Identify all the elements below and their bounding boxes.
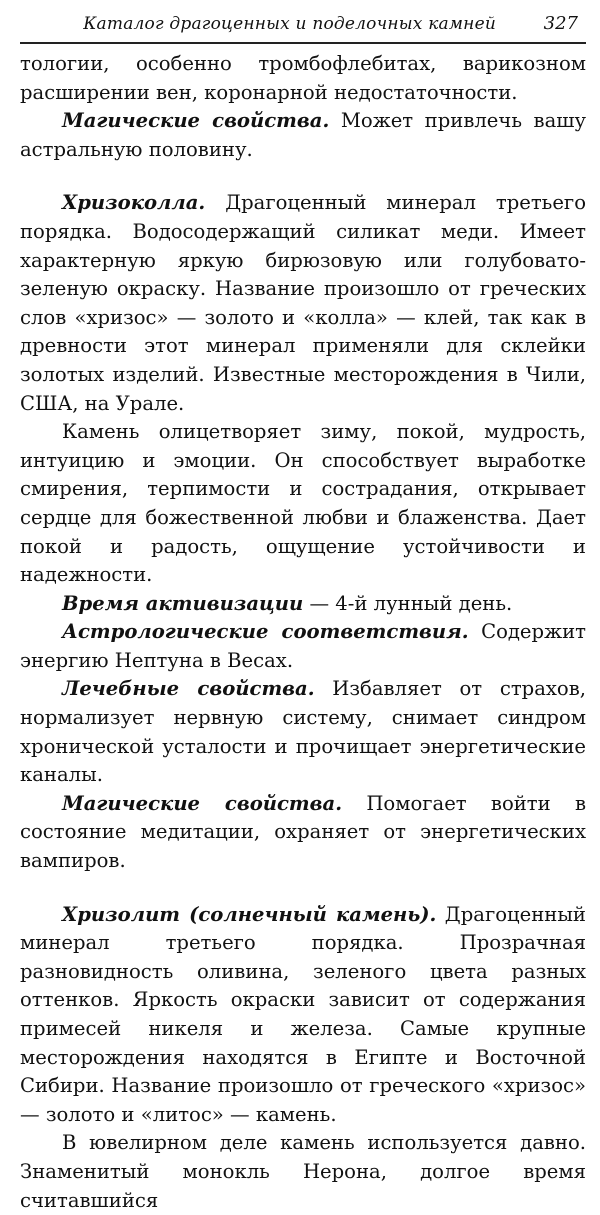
- section-gap: [20, 164, 586, 189]
- term-label: Время активизации: [62, 591, 304, 615]
- entry-chrysocolla: [20, 189, 586, 418]
- paragraph-magic-properties: [20, 107, 586, 164]
- paragraph-activation: [20, 590, 586, 619]
- term-text: Помогает войти в состояние медитации, охраняет от энергетических вампиров.: [20, 791, 586, 873]
- paragraph-magic: [20, 790, 586, 876]
- paragraph-healing: [20, 675, 586, 789]
- term-text: — 4-й лунный день.: [303, 591, 513, 615]
- page-number: 327: [543, 13, 578, 34]
- term-text: Избавляет от страхов, нормализует нервную систему, снимает синдром хронической усталости и прочищает энергетические каналы.: [20, 677, 586, 787]
- entry-chrysolite: [20, 901, 586, 1130]
- running-title: Каталог драгоценных и поделочных камней: [83, 14, 496, 34]
- term-label: Лечебные свойства.: [62, 677, 315, 701]
- section-gap: [20, 876, 586, 901]
- paragraph: В ювелирном деле камень используется давно. Знаменитый монокль Нерона, долгое время считавшийся: [20, 1131, 586, 1212]
- running-header: [20, 6, 586, 44]
- entry-text: Драгоценный минерал третьего порядка. Водосодержащий силикат меди. Имеет характерную яркую бирюзовую или голубовато-зеленую окраску. Название произошло от греческих слов «хризос» — золото и «колла» — клей, так как в древности этот минерал применяли для склейки золотых изделий. Известные месторождения в Чили, США, на Урале.: [20, 191, 586, 415]
- page-body: [20, 50, 586, 1215]
- entry-title: Хризоколла.: [62, 191, 206, 215]
- paragraph: Камень олицетворяет зиму, покой, мудрость, интуицию и эмоции. Он способствует выработке смирения, терпимости и сострадания, открывает сердце для божественной любви и блаженства. Дает покой и радость, ощущение устойчивости и надежности.: [20, 420, 586, 587]
- term-label: Магические свойства.: [62, 791, 343, 815]
- term-label: Астрологические соответствия.: [62, 620, 469, 644]
- paragraph-continuation: тологии, особенно тромбофлебитах, варикозном расширении вен, коронарной недостаточности.: [20, 52, 586, 104]
- term-text: Может привлечь вашу астральную половину.: [20, 109, 586, 161]
- entry-title: Хризолит (солнечный камень).: [62, 902, 437, 926]
- paragraph-astrology: [20, 618, 586, 675]
- entry-text: Драгоценный минерал третьего порядка. Прозрачная разновидность оливина, зеленого цвета разных оттенков. Яркость окраски зависит от содержания примесей никеля и железа. Самые крупные месторождения находятся в Египте и Восточной Сибири. Название произошло от греческого «хризос» — золото и «литос» — камень.: [20, 902, 586, 1126]
- term-text: Содержит энергию Нептуна в Весах.: [20, 620, 586, 672]
- term-label: Магические свойства.: [62, 109, 330, 133]
